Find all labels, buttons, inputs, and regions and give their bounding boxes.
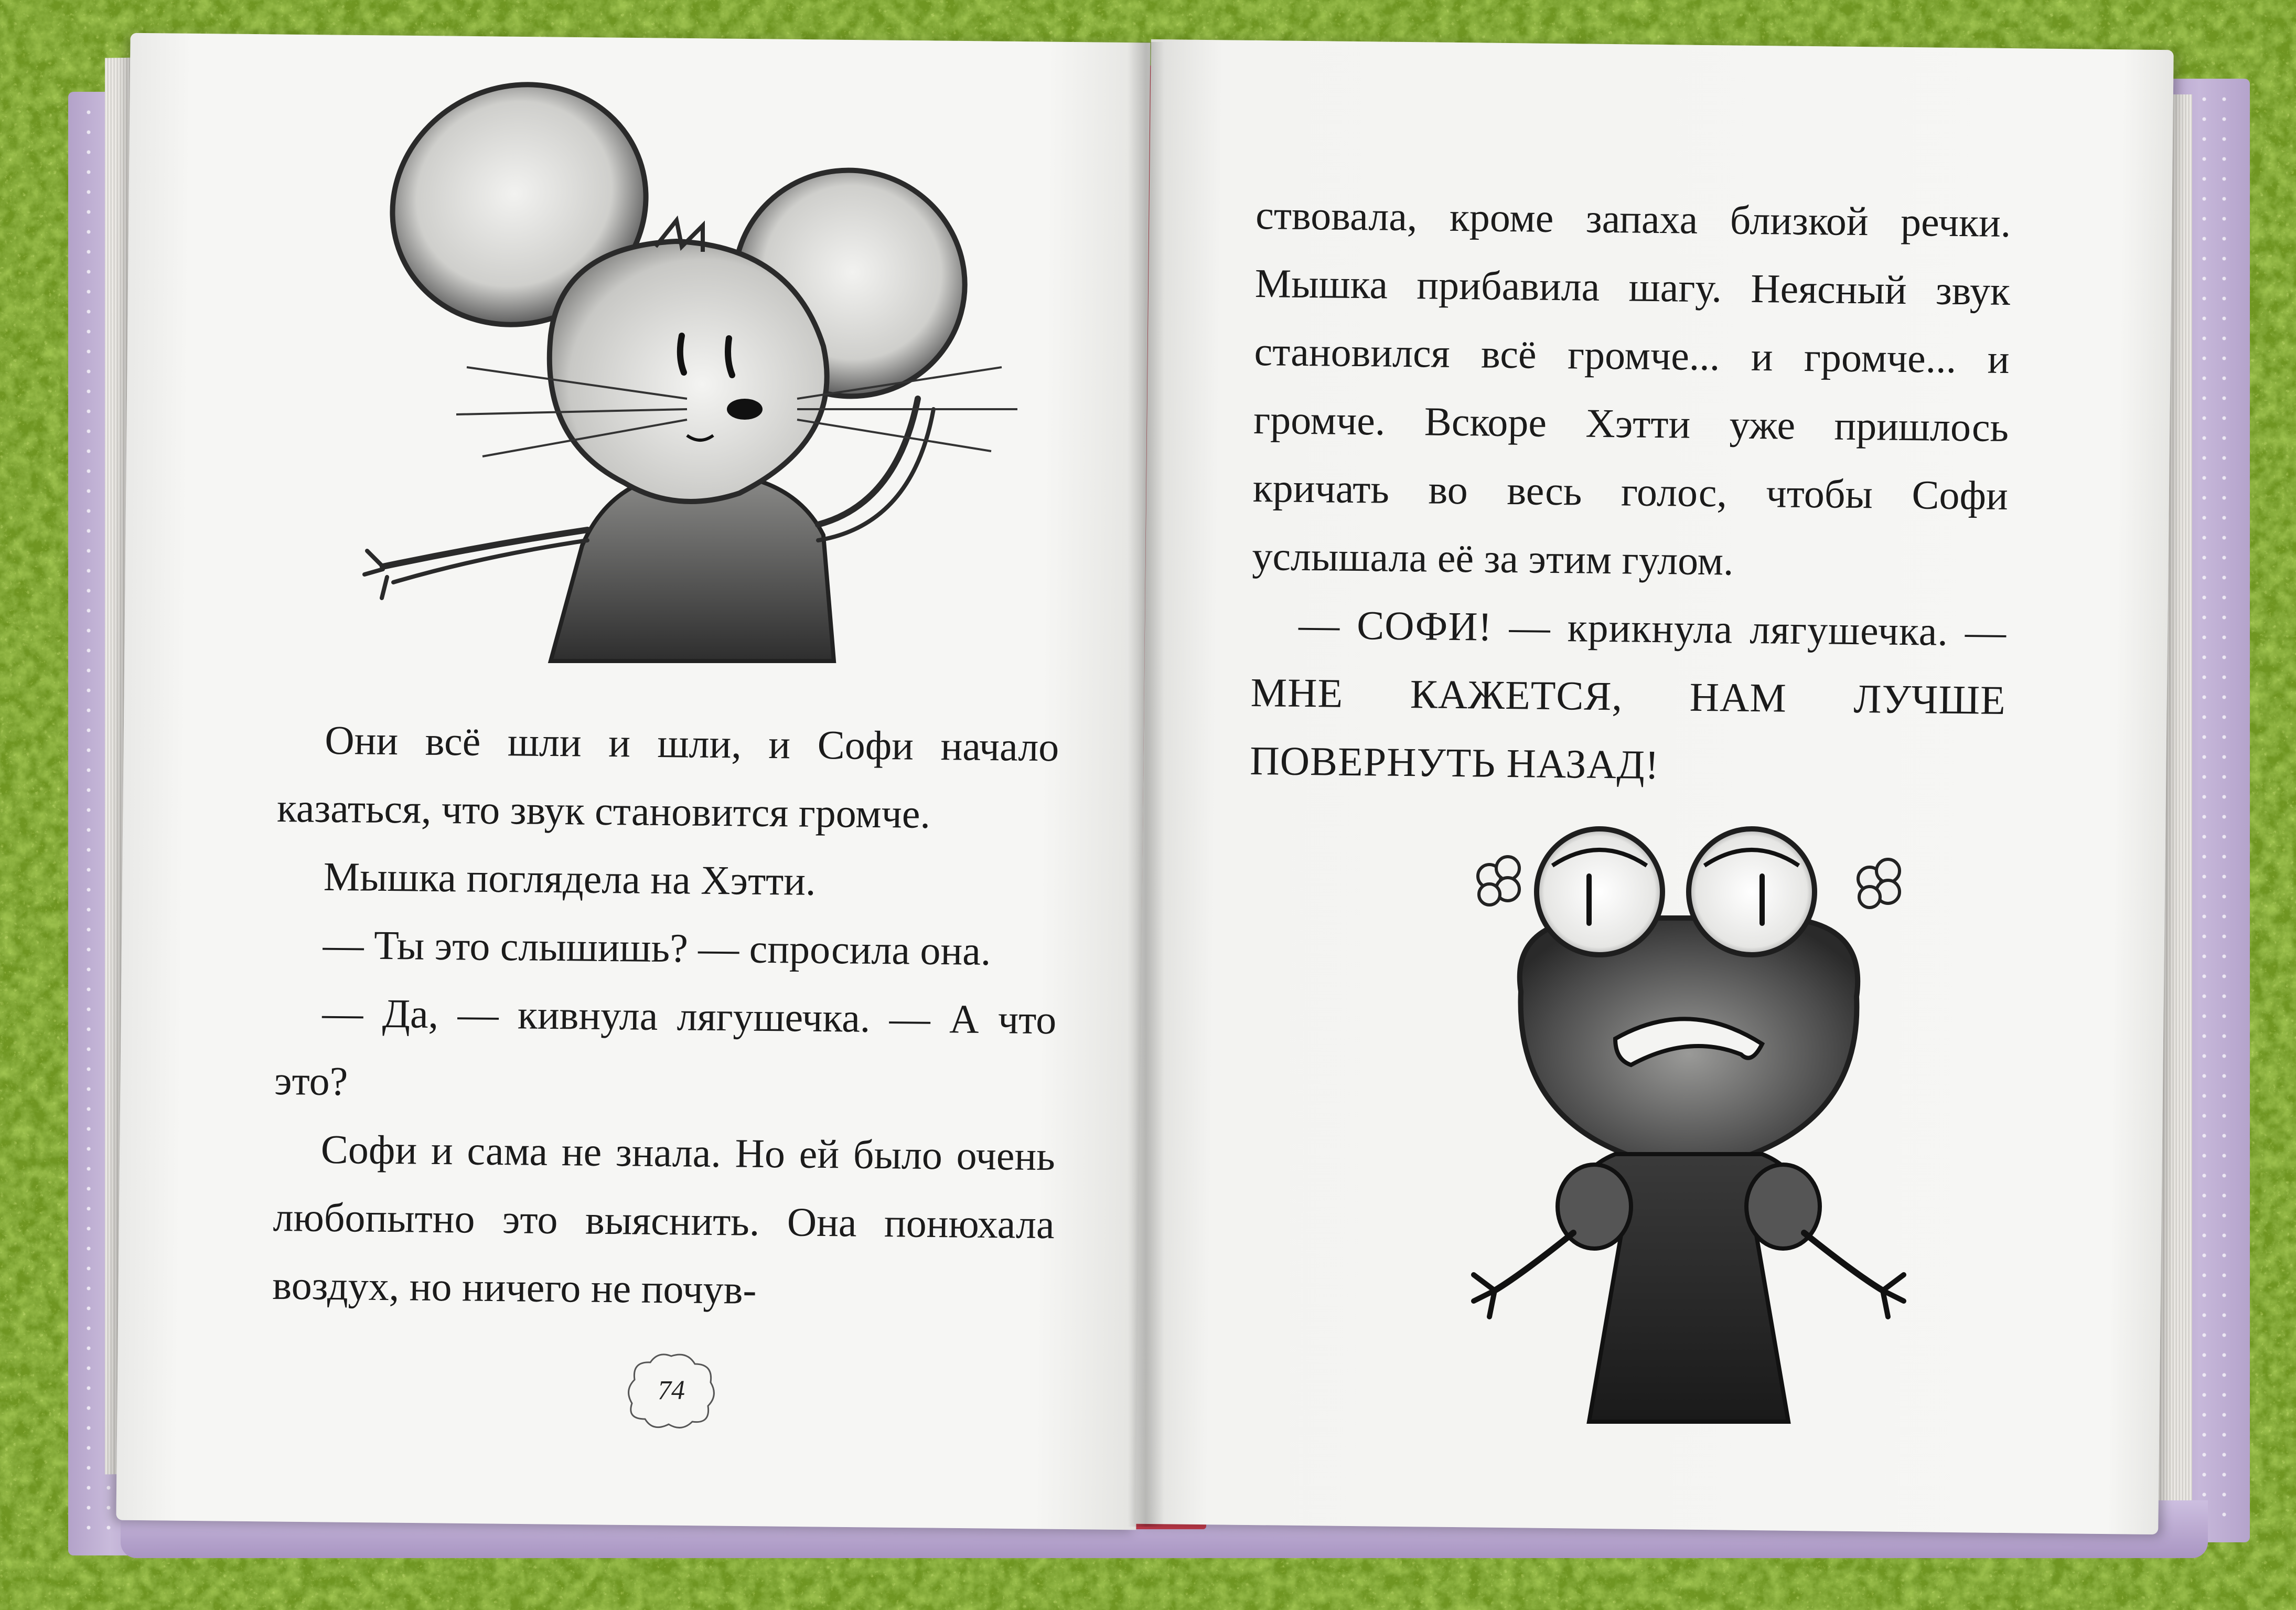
- paragraph: — Да, — кивнула лягушечка. — А что это?: [274, 989, 1057, 1104]
- paragraph: — СОФИ! — крикнула лягушечка. — МНЕ КАЖЕТСЯ, НАМ ЛУЧШЕ ПОВЕРНУТЬ НАЗАД!: [1249, 601, 2007, 788]
- paragraph: — Ты это слышишь? — спросила она.: [323, 921, 991, 974]
- paragraph: Они всё шли и шли, и Софи начало казаться, что звук становится громче.: [276, 717, 1059, 837]
- right-page-text: [1250, 181, 2011, 803]
- left-page-text: [272, 706, 1059, 1327]
- mouse-illustration: [362, 73, 1070, 666]
- paragraph: Мышка поглядела на Хэтти.: [323, 853, 816, 904]
- page-number: 74: [658, 1375, 685, 1405]
- paragraph: ствовала, кроме запаха близкой речки. Мышка прибавила шагу. Неясный звук становился всё громче... и громче... и громче. Вскоре Хэтти уже пришлось кричать во весь голос, чтобы Софи услышала её за этим гулом.: [1252, 191, 2011, 584]
- frog-illustration: [1458, 818, 1919, 1427]
- paragraph: Софи и сама не знала. Но ей было очень любопытно это выяснить. Она понюхала воздух, но ничего не почув-: [272, 1126, 1056, 1313]
- book-gutter: [1128, 42, 1164, 1527]
